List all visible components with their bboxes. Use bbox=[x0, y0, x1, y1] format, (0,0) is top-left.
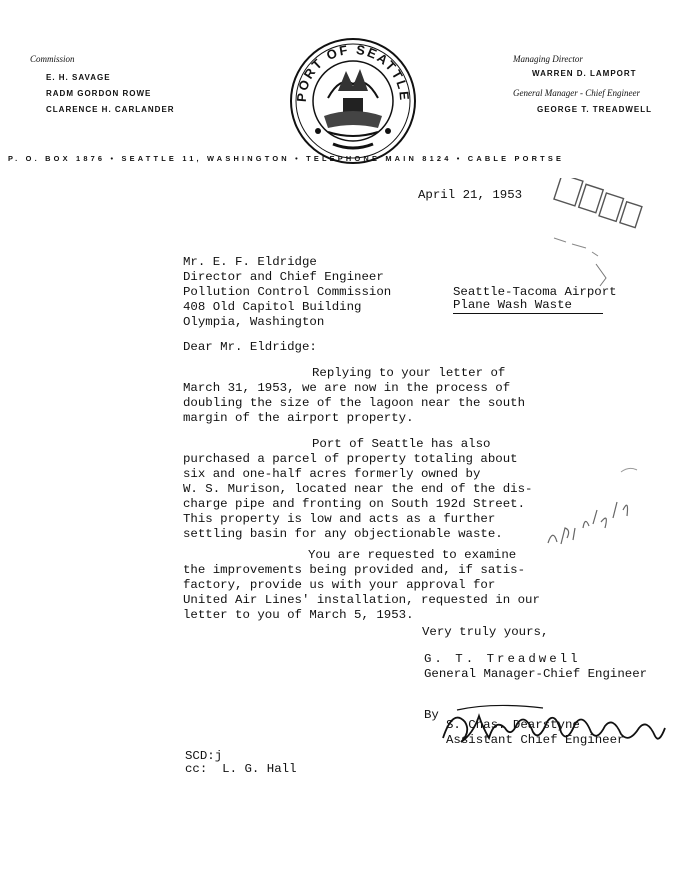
managing-director-label: Managing Director bbox=[513, 54, 583, 64]
gm-name: GEORGE T. TREADWELL bbox=[537, 105, 652, 114]
svg-text:PORT OF SEATTLE: PORT OF SEATTLE bbox=[293, 41, 413, 103]
paragraph-2-line-5: charge pipe and fronting on South 192d Street. bbox=[183, 497, 526, 511]
gm-label: General Manager - Chief Engineer bbox=[513, 88, 640, 98]
closing: Very truly yours, bbox=[422, 625, 549, 639]
paragraph-1-line-1: Replying to your letter of bbox=[312, 366, 506, 380]
stamp-scribble bbox=[536, 178, 656, 298]
received-stamp-mark bbox=[528, 160, 648, 280]
paragraph-3-line-4: United Air Lines' installation, requested in our bbox=[183, 593, 540, 607]
date-scribble bbox=[543, 458, 653, 558]
signer-company-title: General Manager-Chief Engineer bbox=[424, 667, 648, 681]
paragraph-1-line-4: margin of the airport property. bbox=[183, 411, 414, 425]
subject-line-2: Plane Wash Waste bbox=[453, 298, 603, 314]
seal-graphic bbox=[288, 36, 418, 166]
paragraph-3-line-2: the improvements being provided and, if satis- bbox=[183, 563, 526, 577]
recipient-line-4: 408 Old Capitol Building bbox=[183, 300, 362, 314]
paragraph-2-line-4: W. S. Murison, located near the end of the dis- bbox=[183, 482, 533, 496]
typist-initials: SCD:j bbox=[185, 749, 223, 763]
salutation: Dear Mr. Eldridge: bbox=[183, 340, 317, 354]
commissioner-1: E. H. SAVAGE bbox=[46, 73, 111, 82]
cc-line: cc: L. G. Hall bbox=[185, 762, 297, 776]
paragraph-2-line-2: purchased a parcel of property totaling about bbox=[183, 452, 518, 466]
by-prefix: By bbox=[424, 708, 439, 722]
paragraph-3-line-5: letter to you of March 5, 1953. bbox=[183, 608, 414, 622]
recipient-line-1: Mr. E. F. Eldridge bbox=[183, 255, 317, 269]
recipient-line-3: Pollution Control Commission bbox=[183, 285, 392, 299]
signer-company: G. T. Treadwell bbox=[424, 652, 581, 666]
handwritten-date-mark bbox=[535, 440, 645, 540]
paragraph-2-line-7: settling basin for any objectionable waste. bbox=[183, 527, 503, 541]
paragraph-1-line-2: March 31, 1953, we are now in the process of bbox=[183, 381, 511, 395]
recipient-line-5: Olympia, Washington bbox=[183, 315, 325, 329]
letter-date: April 21, 1953 bbox=[418, 188, 523, 202]
subject-line-1: Seattle-Tacoma Airport bbox=[453, 285, 617, 299]
paragraph-2-line-1: Port of Seattle has also bbox=[312, 437, 491, 451]
paragraph-3-line-3: factory, provide us with your approval for bbox=[183, 578, 496, 592]
managing-director-name: WARREN D. LAMPORT bbox=[532, 69, 637, 78]
paragraph-2-line-3: six and one-half acres formerly owned by bbox=[183, 467, 481, 481]
recipient-line-2: Director and Chief Engineer bbox=[183, 270, 384, 284]
commissioner-3: CLARENCE H. CARLANDER bbox=[46, 105, 175, 114]
paragraph-3-line-1: You are requested to examine bbox=[308, 548, 517, 562]
paragraph-1-line-3: doubling the size of the lagoon near the south bbox=[183, 396, 526, 410]
commissioner-2: RADM GORDON ROWE bbox=[46, 89, 152, 98]
address-bar: P. O. BOX 1876 • SEATTLE 11, WASHINGTON • TELEPHONE MAIN 8124 • CABLE PORTSE bbox=[8, 154, 565, 163]
signer-name: S. Chas. Dearstyne bbox=[446, 718, 580, 732]
port-seal-logo bbox=[280, 18, 413, 148]
signer-title: Assistant Chief Engineer bbox=[446, 733, 625, 747]
commission-label: Commission bbox=[30, 54, 75, 64]
paragraph-2-line-6: This property is low and acts as a further bbox=[183, 512, 496, 526]
